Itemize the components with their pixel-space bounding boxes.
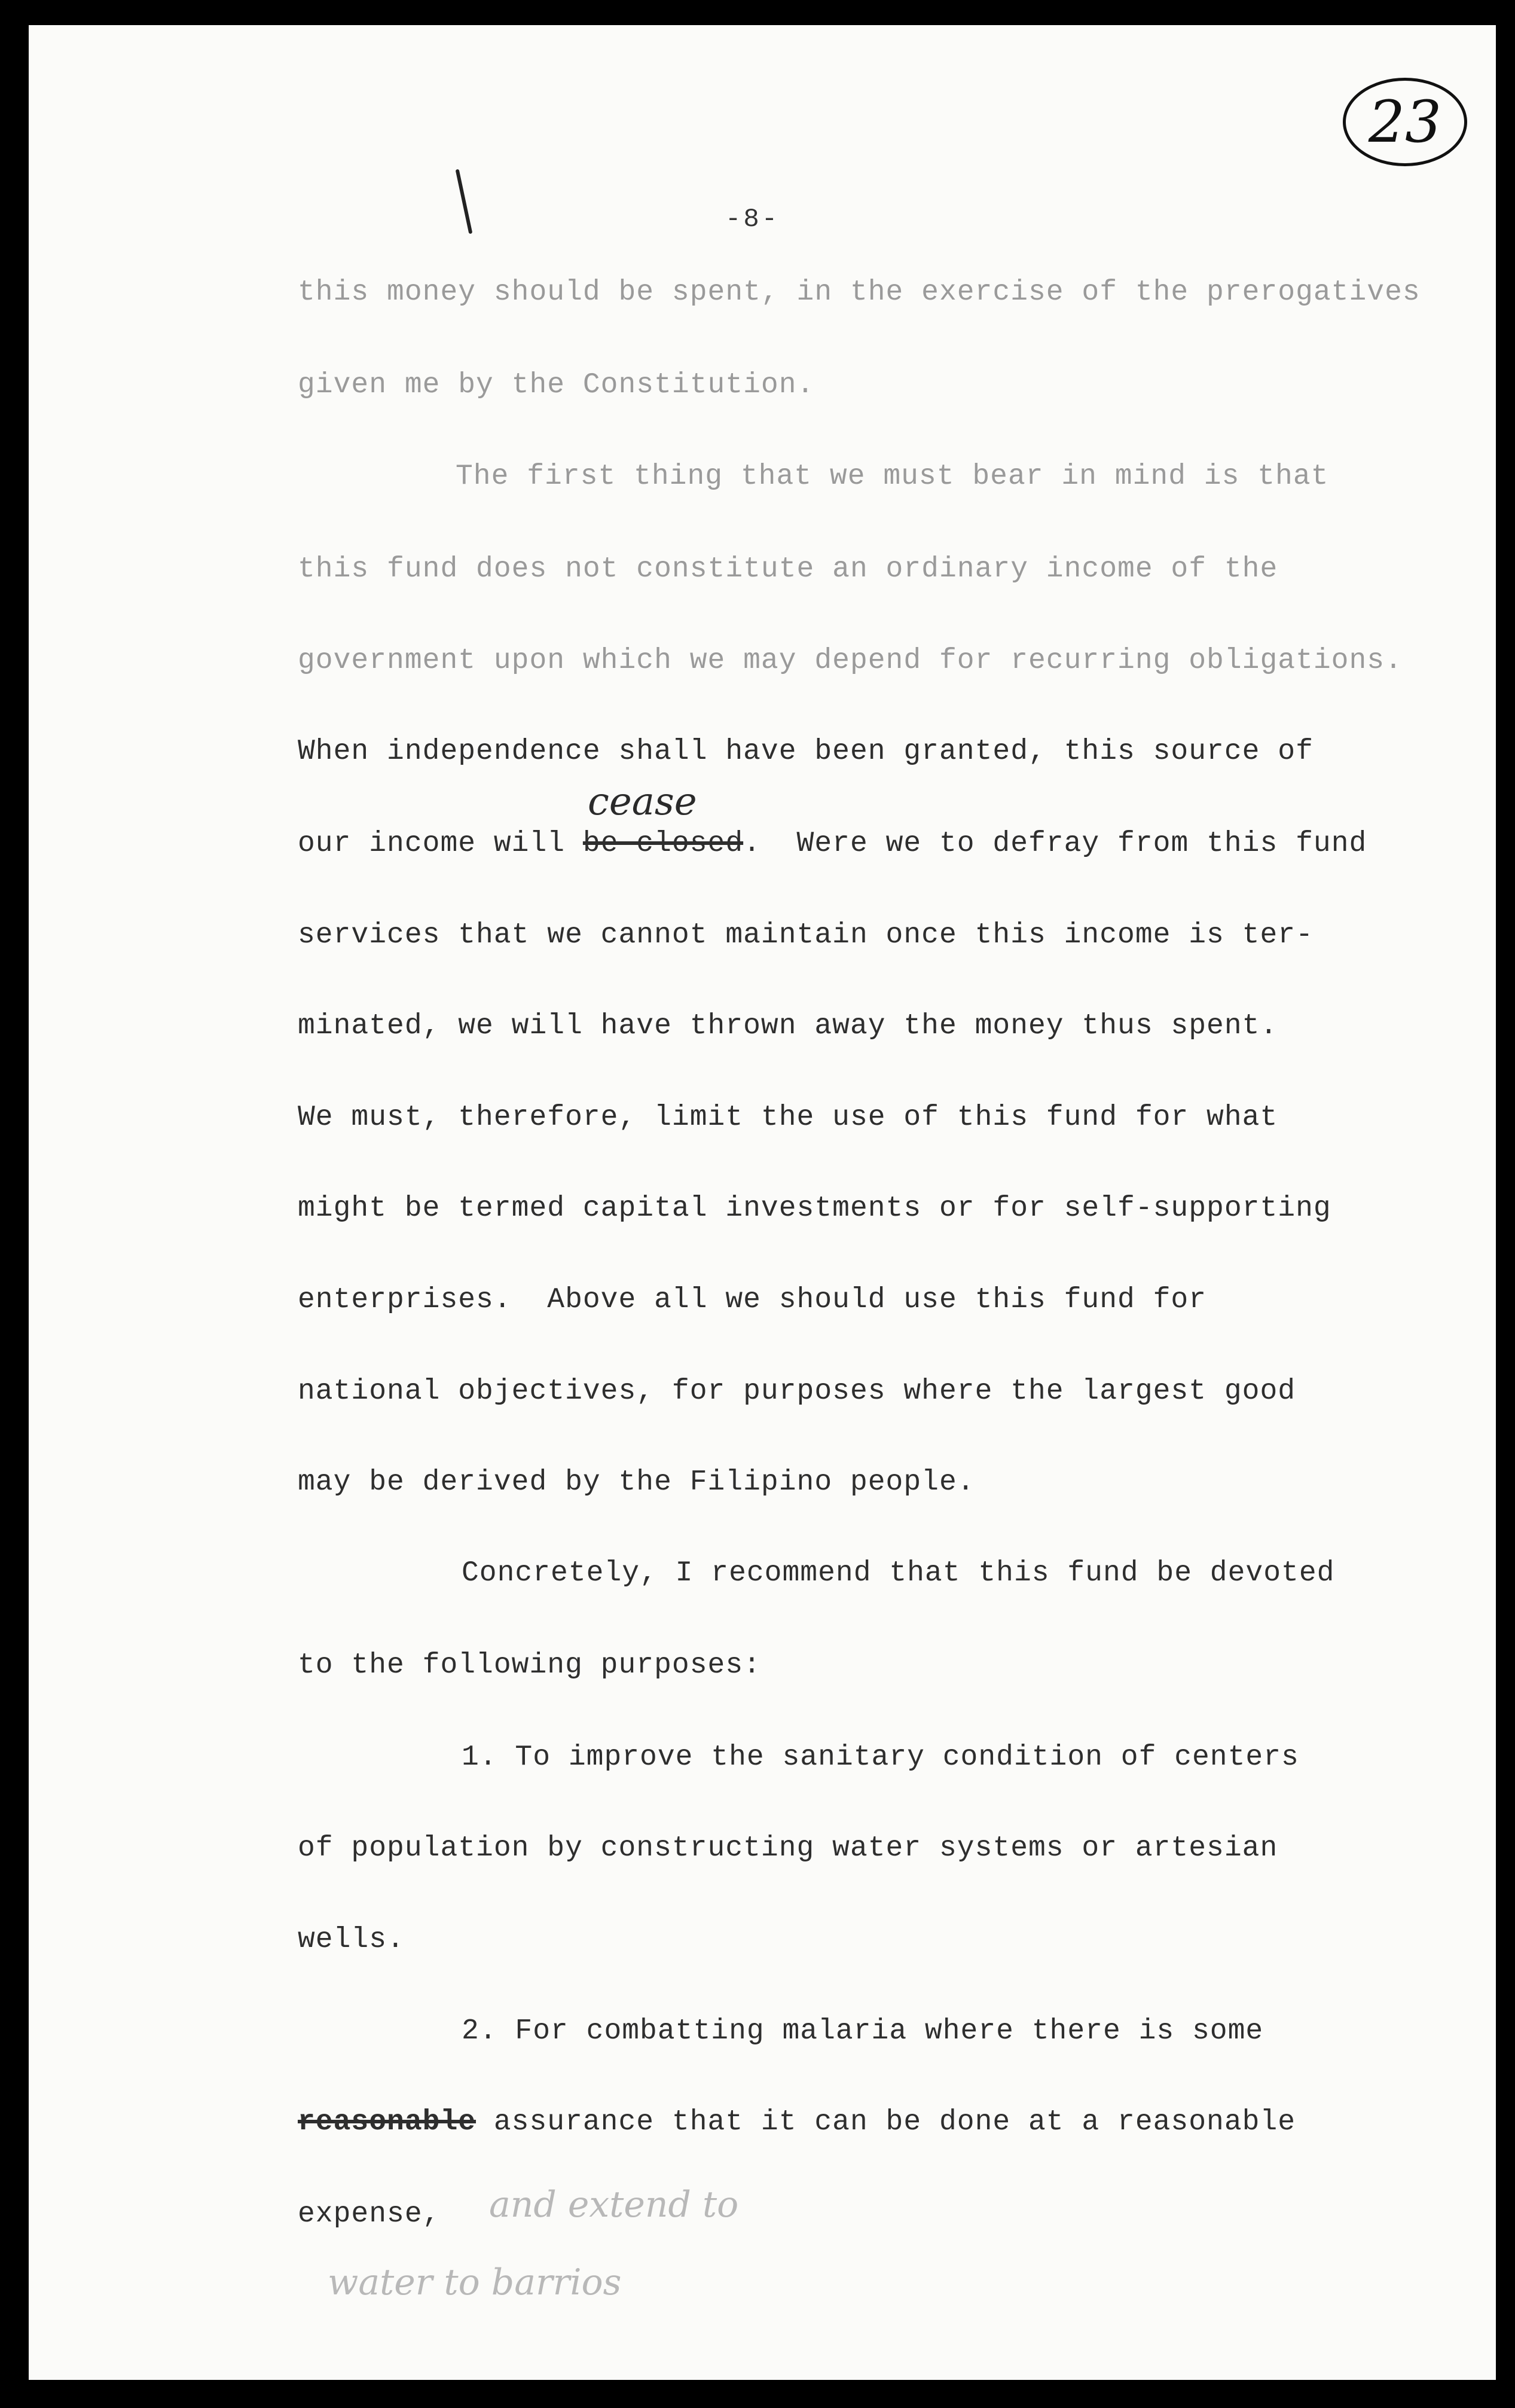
paragraph-line: Concretely, I recommend that this fund be devoted: [462, 1557, 1335, 1589]
text-line: of population by constructing water systems or artesian: [298, 1832, 1278, 1864]
text-line: services that we cannot maintain once this income is ter-: [298, 919, 1314, 951]
text-segment: our income will: [298, 828, 566, 860]
text-line: expense,: [298, 2198, 441, 2230]
handwritten-margin-note: and extend to: [489, 2184, 739, 2226]
folio-number-circle: [1343, 78, 1467, 166]
list-item-1: 1. To improve the sanitary condition of centers: [462, 1741, 1299, 1774]
stray-pen-mark: [456, 169, 473, 234]
text-line: minated, we will have thrown away the money thus spent.: [298, 1010, 1278, 1042]
text-line: government upon which we may depend for recurring obligations.: [298, 645, 1403, 677]
document-page: [29, 25, 1496, 2380]
struck-text: be closed: [582, 828, 744, 860]
handwritten-margin-note: water to barrios: [328, 2261, 622, 2303]
handwritten-insertion: cease: [588, 780, 697, 824]
text-line: national objectives, for purposes where the largest good: [298, 1375, 1296, 1408]
struck-text: reasonable: [298, 2106, 477, 2138]
text-line: to the following purposes:: [298, 1649, 761, 1681]
page-number: -8-: [725, 205, 780, 234]
folio-number: 23: [1368, 88, 1442, 155]
text-line: might be termed capital investments or for self-supporting: [298, 1192, 1331, 1225]
paragraph-line: The first thing that we must bear in mind is that: [456, 460, 1329, 493]
text-line: [298, 2106, 1296, 2138]
text-line: this fund does not constitute an ordinary income of the: [298, 553, 1278, 585]
text-line: given me by the Constitution.: [298, 369, 815, 401]
text-line: enterprises. Above all we should use this fund for: [298, 1284, 1207, 1316]
text-line: [298, 828, 1367, 860]
text-line: may be derived by the Filipino people.: [298, 1466, 975, 1498]
text-segment: . Were we to defray from this fund: [743, 828, 1367, 860]
text-line: We must, therefore, limit the use of this fund for what: [298, 1101, 1278, 1134]
text-segment: assurance that it can be done at a reasonable: [476, 2106, 1296, 2138]
text-line: this money should be spent, in the exercise of the prerogatives: [298, 276, 1421, 309]
text-line: wells.: [298, 1924, 405, 1956]
text-line: When independence shall have been granted, this source of: [298, 735, 1314, 768]
list-item-2: 2. For combatting malaria where there is some: [462, 2015, 1264, 2047]
